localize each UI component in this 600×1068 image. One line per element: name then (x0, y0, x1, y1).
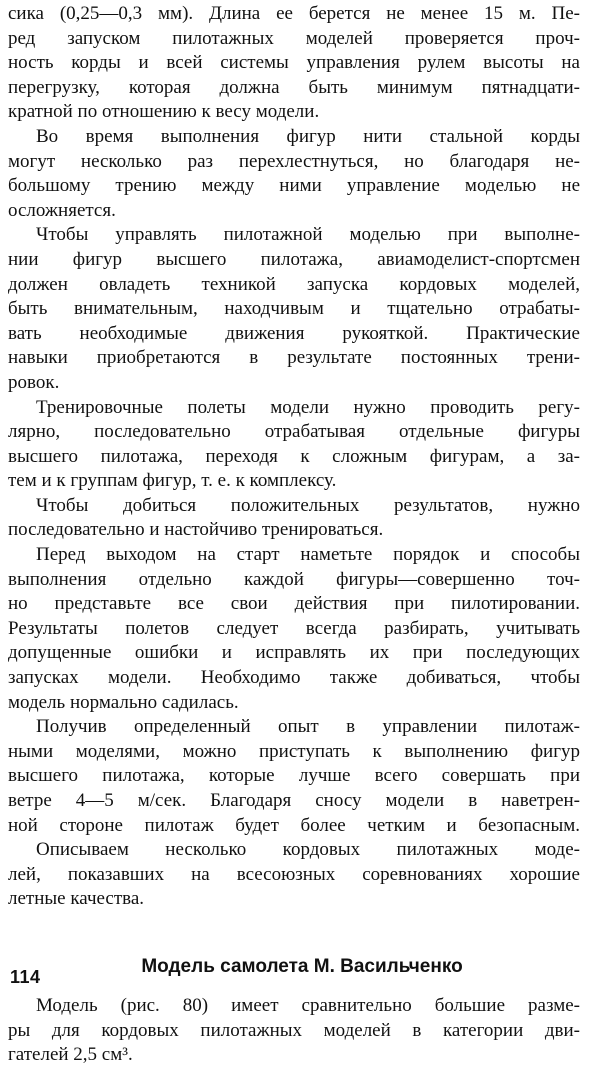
text-line: ной стороне пилотаж будет более четким и безопасным. (8, 814, 580, 836)
text-line: Получив определенный опыт в управлении пилотаж- (36, 716, 580, 738)
text-line: Описываем несколько кордовых пилотажных моде- (36, 839, 580, 861)
section-heading: Модель самолета М. Васильченко (141, 955, 463, 977)
text-line: навыки приобретаются в результате постоянных трени- (8, 347, 580, 369)
text-line: ными моделями, можно приступать к выполнению фигур (8, 740, 580, 762)
text-line: Чтобы управлять пилотажной моделью при выполне- (36, 224, 580, 246)
text-line: Результаты полетов следует всегда разбирать, учитывать (8, 617, 580, 639)
page-number: 114 (10, 967, 41, 987)
text-line: выполнения отдельно каждой фигуры—совершенно точ- (8, 568, 580, 590)
text-line: осложняется. (8, 199, 116, 221)
text-line: тем и к группам фигур, т. е. к комплексу. (8, 470, 337, 492)
text-line: ры для кордовых пилотажных моделей в категории дви- (8, 1019, 580, 1041)
text-line: высшего пилотажа, переходя к сложным фигурам, а за- (8, 445, 580, 467)
text-line: ность корды и всей системы управления рулем высоты на (8, 52, 580, 74)
text-line: гателей 2,5 см³. (8, 1044, 133, 1066)
text-line: быть внимательным, находчивым и тщательно отрабаты- (8, 298, 580, 320)
text-line: модель нормально садилась. (8, 691, 239, 713)
text-line: ветре 4—5 м/сек. Благодаря сносу модели в наветрен- (8, 790, 580, 811)
text-line: вать необходимые движения рукояткой. Практические (8, 322, 580, 344)
text-line: могут несколько раз перехлестнуться, но благодаря не- (8, 150, 580, 172)
body-text (8, 2, 580, 1068)
text-line: нии фигур высшего пилотажа, авиамоделист-спортсмен (8, 248, 580, 270)
text-line: лярно, последовательно отрабатывая отдельные фигуры (8, 421, 580, 443)
text-line: высшего пилотажа, которые лучше всего совершать при (8, 765, 580, 787)
text-line: летные качества. (8, 888, 145, 910)
text-line: Перед выходом на старт наметьте порядок и способы (36, 544, 580, 566)
text-line: Во время выполнения фигур нити стальной корды (36, 125, 580, 147)
section-spacer (8, 912, 580, 952)
text-line: ровок. (8, 371, 60, 393)
text-line: Модель (рис. 80) имеет сравнительно большие разме- (36, 994, 580, 1016)
text-line: должен овладеть техникой запуска кордовых моделей, (8, 273, 580, 295)
text-line: лей, показавших на всесоюзных соревнованиях хорошие (8, 863, 580, 885)
text-line: большому трению между ними управление моделью не (8, 175, 580, 197)
text-line: но представьте все свои действия при пилотировании. (8, 593, 580, 615)
text-line: Тренировочные полеты модели нужно проводить регу- (36, 396, 580, 418)
text-line: последовательно и настойчиво тренироваться. (8, 519, 384, 541)
text-line: сика (0,25—0,3 мм). Длина ее берется не менее 15 м. Пе- (8, 3, 580, 24)
text-line: Чтобы добиться положительных результатов, нужно (36, 494, 580, 516)
text-line: ред запуском пилотажных моделей проверяется проч- (8, 27, 580, 49)
text-line: перегрузку, которая должна быть минимум пятнадцати- (8, 76, 580, 98)
text-line: кратной по отношению к весу модели. (8, 101, 320, 123)
text-line: запусках модели. Необходимо также добиваться, чтобы (8, 667, 580, 689)
text-line: допущенные ошибки и исправлять их при последующих (8, 642, 580, 664)
